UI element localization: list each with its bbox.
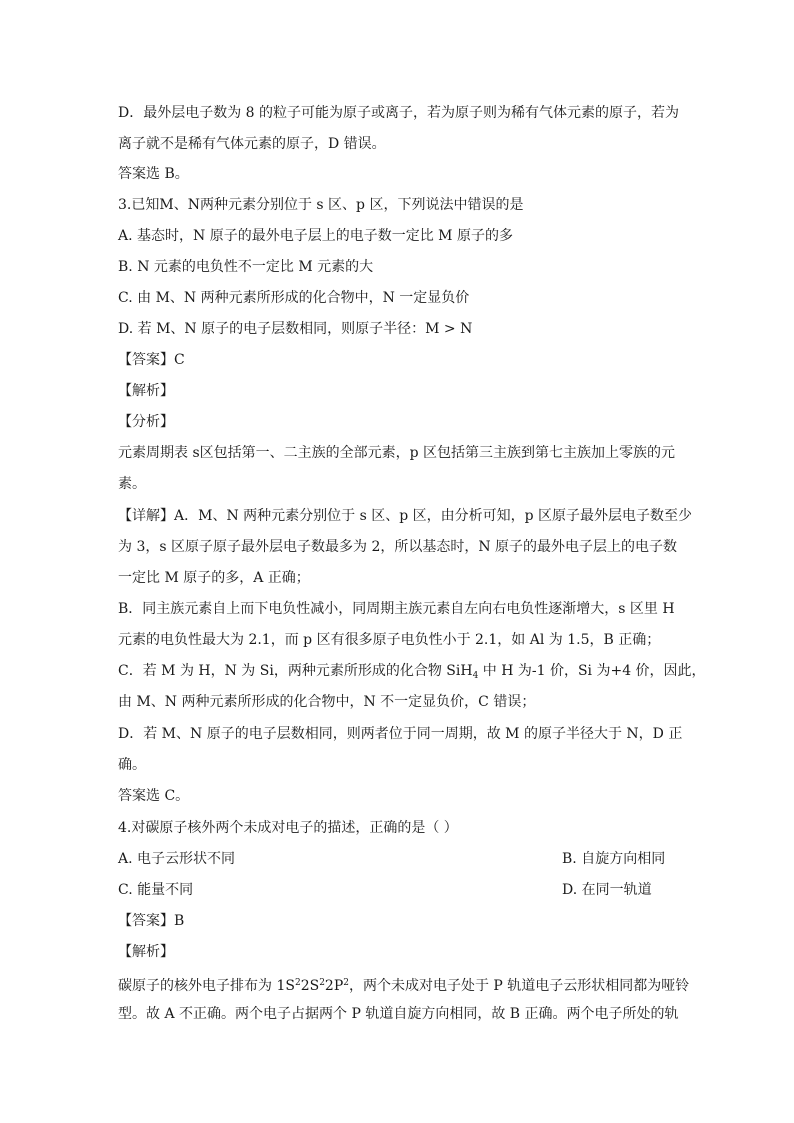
q3-analysis-label: 【分析】	[118, 414, 174, 430]
superscript: 2	[294, 978, 301, 988]
q3-option-b: B. N 元素的电负性不一定比 M 元素的大	[118, 259, 374, 275]
q3-detail-line-3: 一定比 M 原子的多，A 正确；	[118, 570, 310, 586]
q3-explanation-label: 【解析】	[118, 383, 174, 399]
q4-option-b: B. 自旋方向相同	[562, 851, 666, 867]
q4-exp-text-2: 2S	[300, 978, 320, 994]
q2-option-d-line-1: D．最外层电子数为 8 的粒子可能为原子或离子，若为原子则为稀有气体元素的原子，若为	[118, 105, 680, 121]
subscript: 4	[472, 671, 479, 681]
q4-explanation-label: 【解析】	[118, 944, 174, 960]
q3-detail-line-1: 【详解】A．M、N 两种元素分别位于 s 区、p 区，由分析可知，p 区原子最外层电子数至少	[118, 508, 693, 524]
q4-exp-text-1: 碳原子的核外电子排布为 1S	[118, 978, 295, 994]
q4-exp-text-4: ，两个未成对电子处于 P 轨道电子云形状相同都为哑铃	[348, 978, 690, 994]
q4-stem: 4.对碳原子核外两个未成对电子的描述，正确的是（ ）	[118, 820, 458, 836]
q4-options-row-2	[118, 880, 688, 900]
q3-option-a: A. 基态时，N 原子的最外电子层上的电子数一定比 M 原子的多	[118, 228, 513, 244]
q4-option-c: C. 能量不同	[118, 882, 194, 898]
q3-answer-label: 【答案】C	[118, 352, 185, 368]
q3-stem: 3.已知M、N两种元素分别位于 s 区、p 区，下列说法中错误的是	[118, 197, 524, 213]
q4-option-a: A. 电子云形状不同	[118, 851, 236, 867]
q2-final-answer: 答案选 B。	[118, 166, 189, 182]
superscript: 2	[319, 978, 325, 988]
q4-answer-label: 【答案】B	[118, 913, 185, 929]
q3-final-answer: 答案选 C。	[118, 788, 190, 804]
q3-analysis-line-2: 素。	[118, 476, 146, 492]
q3-option-c: C. 由 M、N 两种元素所形成的化合物中，N 一定显负价	[118, 290, 470, 306]
q4-explanation-line-2: 型。故 A 不正确。两个电子占据两个 P 轨道自旋方向相同，故 B 正确。两个电子所处的轨	[118, 1006, 679, 1022]
q3-detail-c-text-2: 中 H 为-1 价，Si 为+4 价，因此，	[478, 663, 706, 679]
q3-detail-c-line-1	[118, 661, 706, 686]
q3-detail-line-2: 为 3，s 区原子原子最外层电子数最多为 2，所以基态时，N 原子的最外电子层上的电子数	[118, 539, 678, 555]
q4-options-row-1	[118, 849, 688, 869]
q3-detail-c-line-2: 由 M、N 两种元素所形成的化合物中，N 不一定显负价，C 错误；	[118, 694, 536, 710]
superscript: 2	[343, 978, 349, 988]
q3-option-d: D. 若 M、N 原子的电子层数相同，则原子半径：M > N	[118, 321, 473, 337]
q3-detail-c-text-1: C．若 M 为 H，N 为 Si，两种元素所形成的化合物 SiH	[118, 663, 473, 679]
q2-option-d-line-2: 离子就不是稀有气体元素的原子，D 错误。	[118, 136, 386, 152]
q4-option-d: D. 在同一轨道	[562, 882, 652, 898]
q3-detail-d-line-1: D．若 M、N 原子的电子层数相同，则两者位于同一周期，故 M 的原子半径大于 N，D 正	[118, 726, 683, 742]
q4-exp-text-3: 2P	[324, 978, 344, 994]
q3-detail-line-5: 元素的电负性最大为 2.1，而 p 区有很多原子电负性小于 2.1，如 Al 为 1.5，B 正确；	[118, 632, 661, 648]
q4-explanation-line-1	[118, 973, 688, 996]
q3-detail-line-4: B．同主族元素自上而下电负性减小，同周期主族元素自左向右电负性逐渐增大，s 区里 H	[118, 601, 675, 617]
q3-detail-d-line-2: 确。	[118, 757, 146, 773]
q3-analysis-line-1: 元素周期表 s区包括第一、二主族的全部元素，p 区包括第三主族到第七主族加上零族的元	[118, 445, 676, 461]
